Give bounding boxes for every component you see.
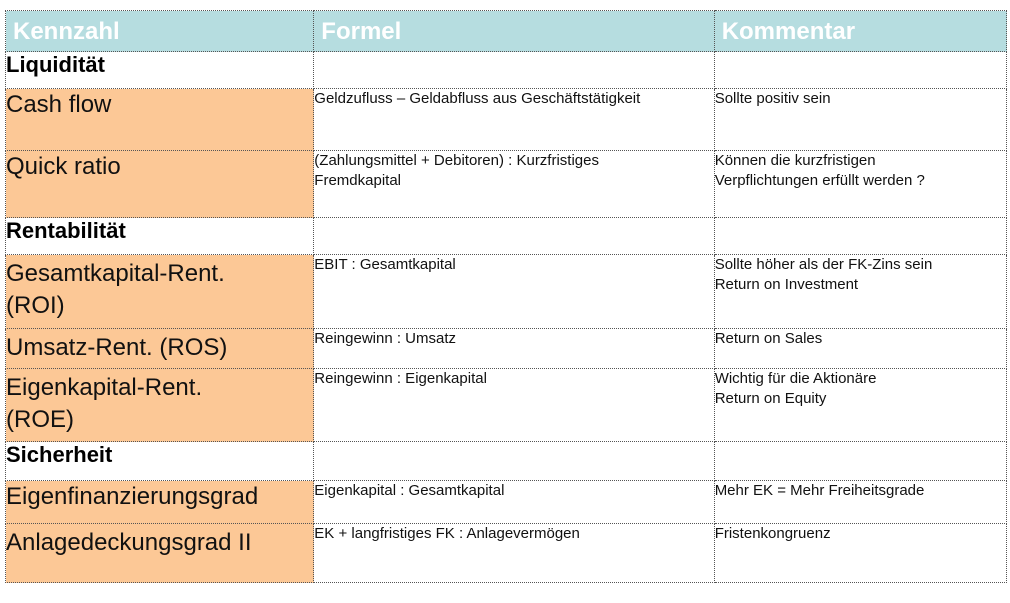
kennzahl-cell: Anlagedeckungsgrad II (6, 524, 314, 583)
kennzahl-cell (6, 255, 314, 329)
section-title: Sicherheit (6, 442, 314, 481)
formel-cell: Reingewinn : Umsatz (314, 329, 714, 369)
header-formel: Formel (314, 11, 714, 52)
empty-cell (714, 52, 1006, 89)
section-title: Liquidität (6, 52, 314, 89)
kennzahl-line: (ROE) (6, 406, 74, 433)
formel-cell: EBIT : Gesamtkapital (314, 255, 714, 329)
section-row-sicherheit (6, 442, 1007, 481)
kommentar-cell (714, 369, 1006, 442)
kennzahl-cell: Cash flow (6, 89, 314, 151)
table-row (6, 89, 1007, 151)
formel-line: (Zahlungsmittel + Debitoren) : Kurzfristiges (314, 152, 599, 169)
kommentar-line: Sollte höher als der FK-Zins sein (714, 256, 933, 273)
kommentar-cell (714, 255, 1006, 329)
kommentar-line: Return on Equity (714, 390, 827, 407)
header-kennzahl: Kennzahl (6, 11, 314, 52)
kommentar-line: Verpflichtungen erfüllt werden ? (714, 172, 925, 189)
kennzahl-line: Gesamtkapital-Rent. (6, 260, 225, 287)
formel-cell: Geldzufluss – Geldabfluss aus Geschäftstätigkeit (314, 89, 714, 151)
formel-cell: Eigenkapital : Gesamtkapital (314, 481, 714, 524)
kommentar-line: Wichtig für die Aktionäre (714, 370, 877, 387)
header-kommentar: Kommentar (714, 11, 1006, 52)
kennzahl-cell: Eigenfinanzierungsgrad (6, 481, 314, 524)
kennzahl-line: (ROI) (6, 292, 65, 319)
kommentar-cell: Sollte positiv sein (714, 89, 1006, 151)
kommentar-cell: Fristenkongruenz (714, 524, 1006, 583)
kommentar-line: Return on Investment (714, 276, 859, 293)
kennzahl-cell: Quick ratio (6, 151, 314, 218)
empty-cell (314, 52, 714, 89)
kennzahlen-table (5, 10, 1007, 583)
kennzahl-cell (6, 369, 314, 442)
section-row-rentabilitaet (6, 218, 1007, 255)
formel-cell: EK + langfristiges FK : Anlagevermögen (314, 524, 714, 583)
table-row (6, 255, 1007, 329)
kommentar-line: Können die kurzfristigen (714, 152, 876, 169)
table-row (6, 369, 1007, 442)
table-row (6, 524, 1007, 583)
table-header-row (6, 11, 1007, 52)
kommentar-cell: Return on Sales (714, 329, 1006, 369)
formel-cell: Reingewinn : Eigenkapital (314, 369, 714, 442)
table-row (6, 329, 1007, 369)
kommentar-cell: Mehr EK = Mehr Freiheitsgrade (714, 481, 1006, 524)
empty-cell (314, 442, 714, 481)
empty-cell (314, 218, 714, 255)
empty-cell (714, 218, 1006, 255)
formel-line: Fremdkapital (314, 172, 401, 189)
section-row-liquiditaet (6, 52, 1007, 89)
table-row (6, 151, 1007, 218)
kennzahl-cell: Umsatz-Rent. (ROS) (6, 329, 314, 369)
kennzahl-line: Eigenkapital-Rent. (6, 374, 203, 401)
formel-cell (314, 151, 714, 218)
table-row (6, 481, 1007, 524)
section-title: Rentabilität (6, 218, 314, 255)
kommentar-cell (714, 151, 1006, 218)
empty-cell (714, 442, 1006, 481)
